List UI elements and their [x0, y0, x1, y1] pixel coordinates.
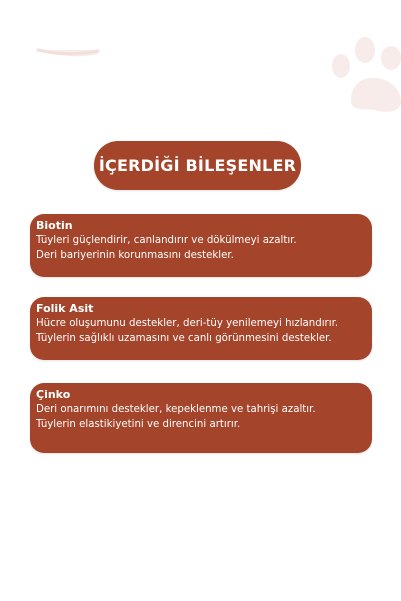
ingredient-card-cinko [30, 383, 372, 453]
ingredient-name: Folik Asit [36, 302, 94, 315]
page-title: İÇERDİĞİ BİLEŞENLER [98, 156, 297, 175]
ingredient-description-line: Deri onarımını destekler, kepeklenme ve tahrişi azaltır. [36, 404, 316, 415]
ingredient-description-line: Tüyleri güçlendirir, canlandırır ve dökülmeyi azaltır. [36, 235, 297, 246]
ingredient-name: Çinko [36, 388, 71, 401]
ingredient-description-line: Deri bariyerinin korunmasını destekler. [36, 250, 234, 261]
ingredient-description-line: Hücre oluşumunu destekler, deri-tüy yenilemeyi hızlandırır. [36, 318, 339, 329]
section-title-pill [94, 141, 301, 190]
ingredient-description-line: Tüylerin elastikiyetini ve direncini artırır. [36, 419, 241, 430]
ingredient-card-folik-asit [30, 297, 372, 360]
ingredient-name: Biotin [36, 219, 73, 232]
paw-print-icon [329, 36, 401, 114]
ingredient-description-line: Tüylerin sağlıklı uzamasını ve canlı görünmesini destekler. [36, 333, 332, 344]
ingredient-card-biotin [30, 214, 372, 277]
